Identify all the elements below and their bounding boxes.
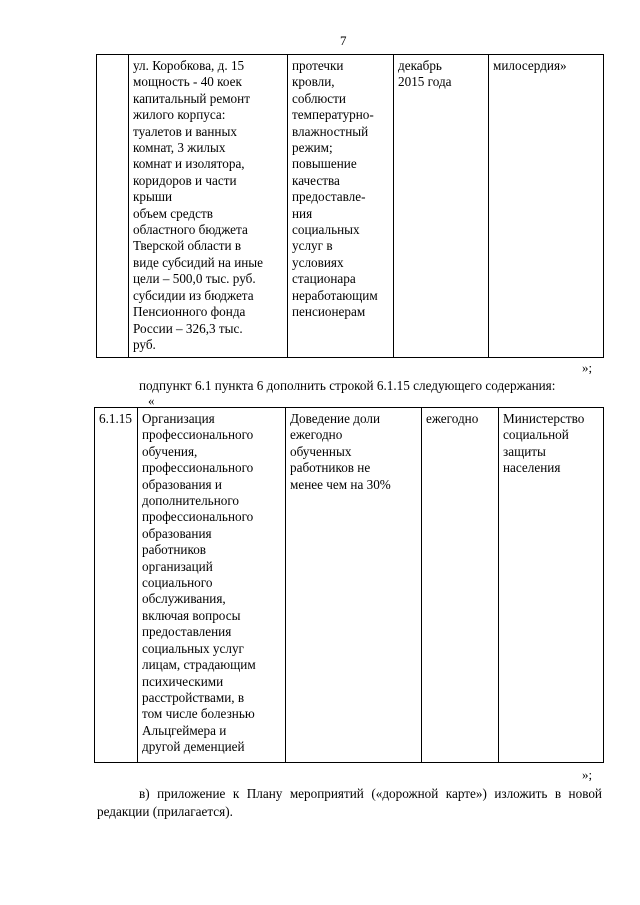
paragraph-appendix-text: в) приложение к Плану мероприятий («дорожной карте») изложить в новой редакции (прилагается). [97, 786, 602, 819]
cell-term: декабрь 2015 года [394, 55, 489, 358]
cell-responsible: милосердия» [489, 55, 604, 358]
paragraph-add-row: подпункт 6.1 пункта 6 дополнить строкой 6.1.15 следующего содержания: [139, 378, 556, 393]
page-number: 7 [340, 33, 347, 48]
table-row [95, 408, 604, 763]
closing-quote: »; [582, 767, 593, 782]
table-continued [96, 54, 604, 358]
cell-result: протечки кровли, соблюсти температурно- влажностный режим; повышение качества предоставле- ния социальных услуг в условиях стационара неработающим пенсионерам [288, 55, 394, 358]
table-row [97, 55, 604, 358]
cell-measure: ул. Коробкова, д. 15 мощность - 40 коек капитальный ремонт жилого корпуса: туалетов и ванных комнат, 3 жилых комнат и изолятора, коридоров и части крыши объем средств областного бюджета Тверской области в виде субсидий на иные цели – 500,0 тыс. руб. субсидии из бюджета Пенсионного фонда России – 326,3 тыс. руб. [129, 55, 288, 358]
cell-number: 6.1.15 [95, 408, 138, 763]
table-new-row [94, 407, 604, 763]
paragraph-appendix [97, 785, 602, 821]
cell-responsible: Министерство социальной защиты населения [499, 408, 604, 763]
opening-quote: « [148, 393, 155, 408]
closing-quote: »; [582, 360, 593, 375]
cell-measure: Организация профессионального обучения, профессионального образования и дополнительного профессионального образования работников организаций социального обслуживания, включая вопросы предоставления социальных услуг лицам, страдающим психическими расстройствами, в том числе болезнью Альцгеймера и другой деменцией [138, 408, 286, 763]
cell-number [97, 55, 129, 358]
cell-term: ежегодно [422, 408, 499, 763]
cell-result: Доведение доли ежегодно обученных работников не менее чем на 30% [286, 408, 422, 763]
